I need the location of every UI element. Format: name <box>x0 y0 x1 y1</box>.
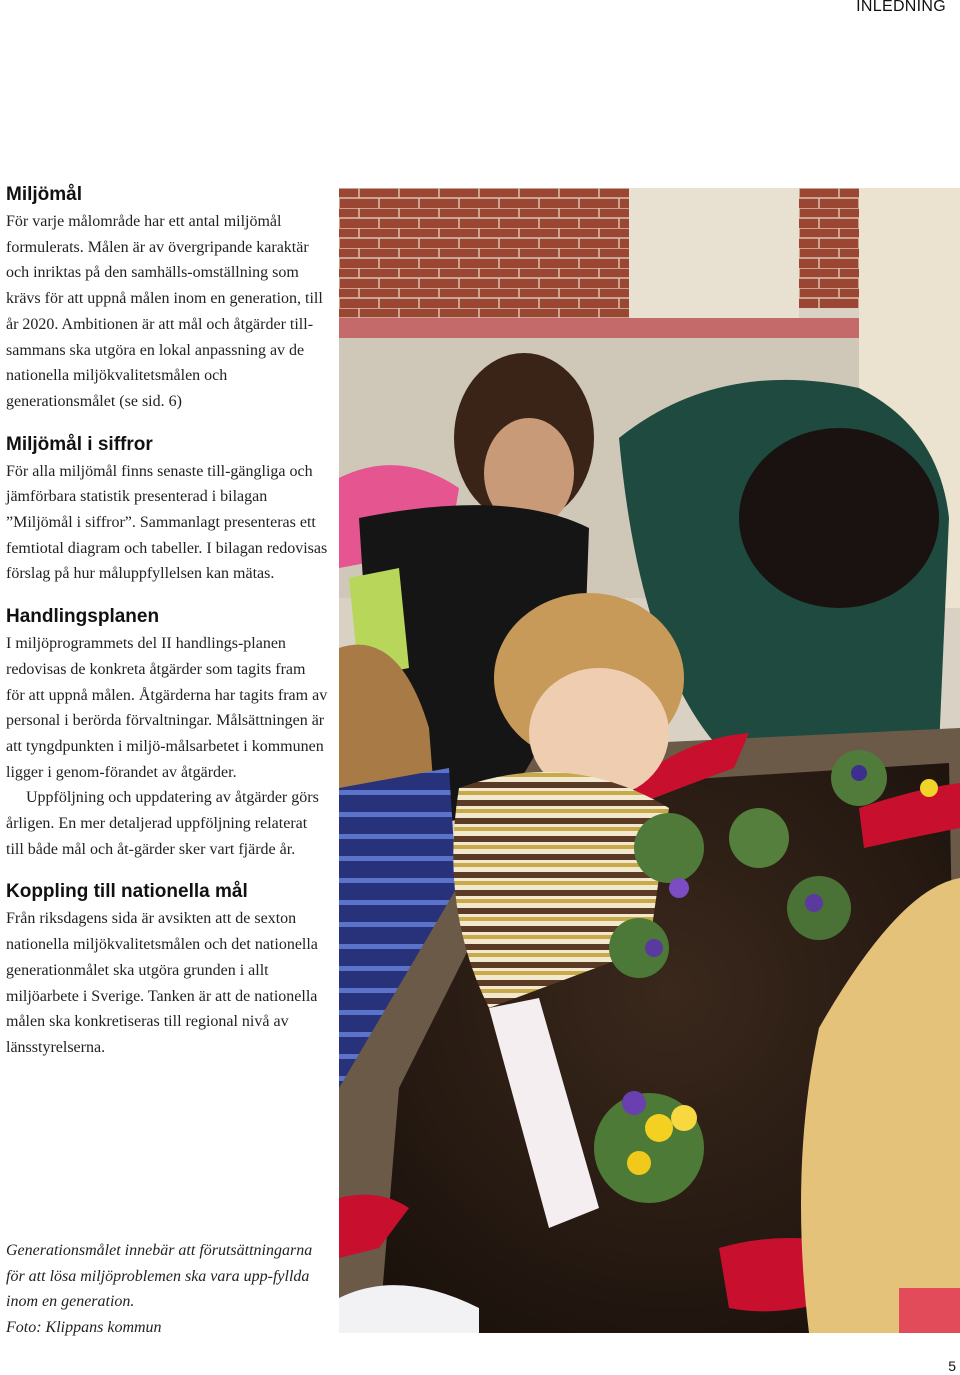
section-heading: Handlingsplanen <box>6 606 160 628</box>
section-label: INLEDNING <box>856 0 946 15</box>
section-paragraph: Uppföljning och uppdatering av åtgärder görs årligen. En mer detaljerad uppföljning relaterat till både mål och åt-gärder sker vart fjärde år. <box>6 789 319 858</box>
text-column <box>6 184 328 1061</box>
section-handlingsplanen <box>6 606 328 862</box>
section-heading: Miljömål <box>6 184 83 205</box>
page-number: 5 <box>948 1358 956 1374</box>
section-paragraph: I miljöprogrammets del II handlings-planen redovisas de konkreta åtgärder som tagits fram för att uppnå målen. Åtgärderna har tagits fram av personal i berörda förvaltningar. Målsättningen är att tyngdpunkten i miljö-målsarbetet i kommunen ligger i genom-förandet av åtgärder. <box>6 635 328 781</box>
photo-credit: Foto: Klippans kommun <box>6 1319 162 1337</box>
section-koppling-nationella-mal <box>6 881 328 1060</box>
photo-caption <box>6 1238 328 1341</box>
section-heading: Koppling till nationella mål <box>6 881 248 903</box>
section-heading: Miljömål i siffror <box>6 433 153 455</box>
section-paragraph: Från riksdagens sida är avsikten att de sexton nationella miljökvalitetsmålen och det nationella generationmålet ska utgöra grunden i allt miljöarbete i Sverige. Tanken är att de nationella målen ska konkretiseras till regional nivå av länsstyrelserna. <box>6 910 318 1056</box>
caption-text: Generationsmålet innebär att förutsättningarna för att lösa miljöproblemen ska vara upp-fyllda inom en generation. <box>6 1242 313 1311</box>
section-miljomal-i-siffror <box>6 434 328 588</box>
section-paragraph: För alla miljömål finns senaste till-gängliga och jämförbara statistik presenterad i bilagan ”Miljömål i siffror”. Sammanlagt presenteras ett femtiotal diagram och tabeller. I bilagan redovisas förslag på hur måluppfyllelsen kan mätas. <box>6 462 328 583</box>
section-miljomal <box>6 184 328 415</box>
section-paragraph: För varje målområde har ett antal miljömål formulerats. Målen är av övergripande karaktär och inriktas på den samhälls-omställning som krävs för att uppnå målen inom en generation, till år 2020. Ambitionen är att mål och åtgärder till-sammans ska utgöra en lokal anpassning av de nationella miljökvalitetsmålen och generationsmålet (se sid. 6) <box>6 213 323 410</box>
children-planting-flowers-photo <box>339 188 960 1333</box>
